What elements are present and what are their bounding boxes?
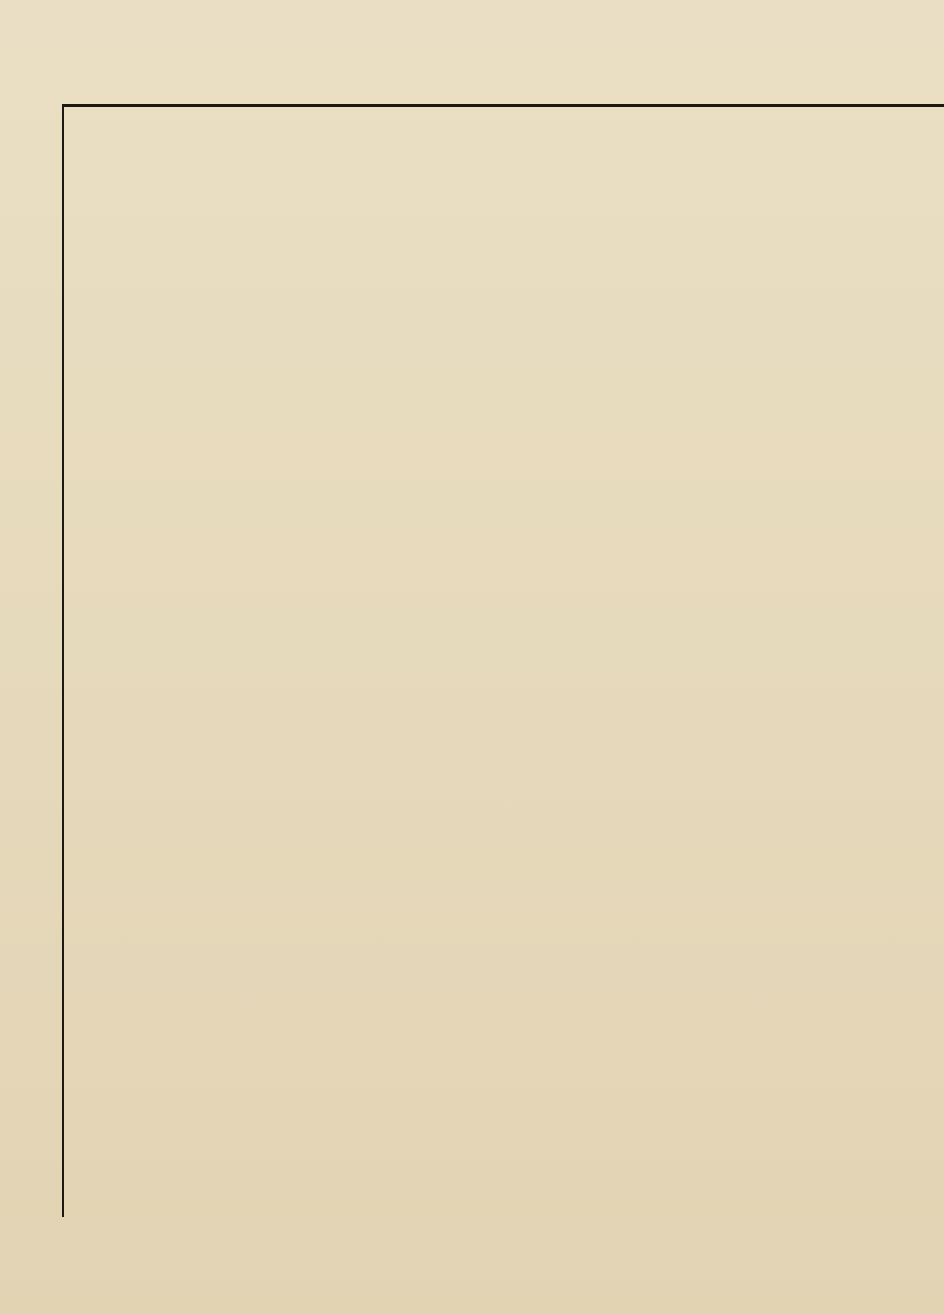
table-frame: [62, 104, 944, 1217]
